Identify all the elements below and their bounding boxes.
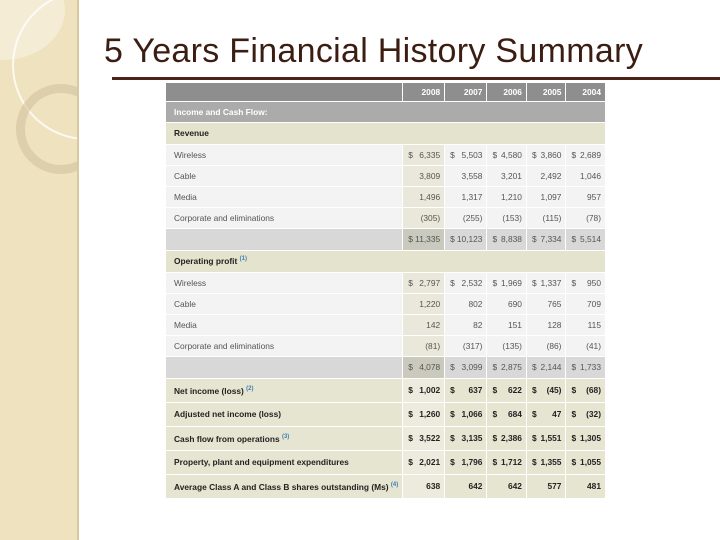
- currency-symbol: $: [571, 149, 577, 160]
- value-cell: [445, 293, 487, 314]
- table-row: [166, 356, 606, 378]
- value-cell: [566, 474, 606, 498]
- currency-symbol: $: [492, 433, 498, 443]
- value-cell: [487, 272, 527, 293]
- value-text: 638: [426, 481, 441, 491]
- value-text: 115: [587, 319, 601, 330]
- value-cell: [403, 293, 445, 314]
- currency-symbol: $: [408, 149, 413, 160]
- value-cell: [487, 144, 527, 165]
- value-text: (32): [586, 409, 601, 419]
- currency-symbol: $: [531, 457, 537, 467]
- currency-symbol: $: [450, 234, 455, 244]
- table-row: [166, 293, 606, 314]
- currency-symbol: $: [571, 457, 577, 467]
- currency-symbol: $: [571, 409, 577, 419]
- row-label: [166, 378, 403, 402]
- value-cell: [526, 378, 566, 402]
- value-text: 2,386: [501, 433, 522, 443]
- value-cell: [566, 356, 606, 378]
- table-row: [166, 122, 606, 144]
- value-cell: [403, 426, 445, 450]
- table-row: [166, 450, 606, 474]
- value-text: 1,733: [580, 362, 601, 372]
- value-text: 622: [507, 385, 522, 395]
- value-text: (135): [502, 340, 522, 351]
- table-row: [166, 144, 606, 165]
- slide-title: 5 Years Financial History Summary: [104, 32, 643, 70]
- value-text: 128: [547, 319, 562, 330]
- value-cell: [526, 314, 566, 335]
- row-label: [166, 186, 403, 207]
- value-cell: [487, 450, 527, 474]
- value-text: 1,712: [501, 457, 522, 467]
- row-label: [166, 335, 403, 356]
- value-cell: [445, 228, 487, 250]
- currency-symbol: $: [450, 277, 455, 288]
- value-cell: [487, 165, 527, 186]
- value-text: 3,860: [540, 149, 562, 160]
- row-label: [166, 402, 403, 426]
- value-cell: [487, 186, 527, 207]
- value-text: (45): [546, 385, 562, 395]
- value-cell: [566, 335, 606, 356]
- value-cell: [445, 450, 487, 474]
- currency-symbol: $: [531, 234, 537, 244]
- table-row: [166, 228, 606, 250]
- table-row: [166, 101, 606, 122]
- value-cell: [445, 272, 487, 293]
- value-text: (68): [586, 385, 601, 395]
- row-label-text: Property, plant and equipment expenditures: [174, 457, 349, 467]
- value-text: 1,969: [501, 277, 522, 288]
- value-text: 2,144: [540, 362, 562, 372]
- value-text: 709: [587, 298, 601, 309]
- value-cell: [566, 378, 606, 402]
- currency-symbol: $: [408, 277, 413, 288]
- value-cell: [526, 165, 566, 186]
- value-cell: [566, 144, 606, 165]
- currency-symbol: $: [492, 277, 498, 288]
- currency-symbol: $: [571, 385, 577, 395]
- title-underline: [112, 77, 720, 80]
- currency-symbol: $: [571, 277, 577, 288]
- currency-symbol: $: [571, 433, 577, 443]
- row-label: [166, 165, 403, 186]
- value-cell: [445, 474, 487, 498]
- table-row: [166, 335, 606, 356]
- value-cell: [566, 228, 606, 250]
- value-cell: [445, 207, 487, 228]
- value-cell: [445, 186, 487, 207]
- row-label: [166, 101, 606, 122]
- row-label: [166, 122, 606, 144]
- currency-symbol: $: [531, 433, 537, 443]
- table-row: [166, 474, 606, 498]
- currency-symbol: $: [492, 409, 498, 419]
- value-cell: [526, 402, 566, 426]
- value-cell: [403, 314, 445, 335]
- currency-symbol: $: [450, 457, 455, 467]
- value-text: 4,078: [419, 362, 441, 372]
- currency-symbol: $: [408, 409, 413, 419]
- value-text: 10,123: [456, 234, 483, 244]
- value-cell: [526, 272, 566, 293]
- value-text: 5,514: [580, 234, 601, 244]
- value-text: 3,201: [501, 170, 522, 181]
- value-cell: [526, 450, 566, 474]
- row-label: [166, 228, 403, 250]
- row-label-text: Wireless: [174, 277, 207, 288]
- footnote-marker: (4): [390, 482, 399, 489]
- slide-decoration: [0, 0, 79, 540]
- value-cell: [403, 402, 445, 426]
- footnote-marker: (2): [246, 386, 254, 393]
- currency-symbol: $: [450, 149, 455, 160]
- value-text: 690: [507, 298, 522, 309]
- value-cell: [487, 335, 527, 356]
- row-label: [166, 356, 403, 378]
- value-cell: [526, 426, 566, 450]
- year-header: 2008: [403, 83, 445, 101]
- value-text: 481: [587, 481, 601, 491]
- value-cell: [487, 314, 527, 335]
- currency-symbol: $: [531, 409, 537, 419]
- value-text: 1,496: [419, 191, 441, 202]
- value-cell: [487, 356, 527, 378]
- table-row: [166, 378, 606, 402]
- currency-symbol: $: [531, 362, 537, 372]
- year-header: 2006: [487, 83, 527, 101]
- row-label-text: Wireless: [174, 149, 207, 160]
- row-label-text: Revenue: [174, 128, 209, 138]
- value-text: 1,317: [461, 191, 483, 202]
- value-cell: [403, 450, 445, 474]
- row-label-text: Cable: [174, 298, 196, 309]
- value-text: 2,797: [419, 277, 441, 288]
- financial-history-table: [166, 83, 606, 499]
- value-text: 4,580: [501, 149, 522, 160]
- year-header: 2005: [526, 83, 566, 101]
- row-label-text: Media: [174, 191, 197, 202]
- header-blank: [166, 83, 403, 101]
- value-text: 1,305: [580, 433, 601, 443]
- value-text: 8,838: [501, 234, 522, 244]
- value-text: 1,210: [501, 191, 522, 202]
- value-text: (305): [420, 212, 441, 223]
- value-text: 642: [468, 481, 483, 491]
- value-cell: [526, 474, 566, 498]
- currency-symbol: $: [450, 409, 455, 419]
- value-text: 637: [468, 385, 483, 395]
- value-cell: [445, 335, 487, 356]
- value-text: 1,002: [419, 385, 441, 395]
- value-text: 2,689: [580, 149, 601, 160]
- value-cell: [487, 293, 527, 314]
- value-text: (255): [462, 212, 483, 223]
- value-cell: [526, 186, 566, 207]
- row-label-text: Operating profit: [174, 256, 238, 266]
- value-cell: [566, 402, 606, 426]
- currency-symbol: $: [492, 234, 498, 244]
- table-row: [166, 272, 606, 293]
- value-text: 1,055: [580, 457, 601, 467]
- row-label-text: Income and Cash Flow:: [174, 106, 268, 117]
- value-cell: [526, 335, 566, 356]
- value-text: (81): [425, 340, 441, 351]
- value-text: 3,135: [461, 433, 483, 443]
- currency-symbol: $: [492, 362, 498, 372]
- value-cell: [445, 426, 487, 450]
- value-text: 1,046: [580, 170, 601, 181]
- value-text: 7,334: [540, 234, 562, 244]
- row-label: [166, 474, 403, 498]
- value-cell: [566, 207, 606, 228]
- value-cell: [445, 314, 487, 335]
- value-text: 684: [507, 409, 522, 419]
- value-text: 2,875: [501, 362, 522, 372]
- table-row: [166, 426, 606, 450]
- currency-symbol: $: [571, 362, 577, 372]
- year-header: 2007: [445, 83, 487, 101]
- currency-symbol: $: [531, 277, 537, 288]
- value-cell: [566, 272, 606, 293]
- row-label-text: Average Class A and Class B shares outstanding (Ms): [174, 481, 389, 492]
- row-label-text: Media: [174, 319, 197, 330]
- value-cell: [526, 144, 566, 165]
- value-cell: [526, 207, 566, 228]
- value-text: 950: [587, 277, 601, 288]
- row-label-text: Adjusted net income (loss): [174, 409, 282, 419]
- currency-symbol: $: [531, 149, 537, 160]
- value-cell: [566, 426, 606, 450]
- value-cell: [403, 165, 445, 186]
- value-cell: [566, 165, 606, 186]
- currency-symbol: $: [571, 234, 577, 244]
- value-cell: [487, 228, 527, 250]
- value-cell: [566, 314, 606, 335]
- value-text: 577: [547, 481, 562, 491]
- value-text: 802: [468, 298, 483, 309]
- value-text: (78): [586, 212, 601, 223]
- row-label-text: Cable: [174, 170, 196, 181]
- value-cell: [403, 228, 445, 250]
- currency-symbol: $: [450, 362, 455, 372]
- value-text: 82: [473, 319, 483, 330]
- currency-symbol: $: [492, 385, 498, 395]
- currency-symbol: $: [408, 234, 413, 244]
- row-label-text: Cash flow from operations: [174, 433, 280, 444]
- value-text: 1,097: [540, 191, 562, 202]
- value-text: 3,522: [419, 433, 441, 443]
- value-cell: [487, 426, 527, 450]
- table-row: [166, 165, 606, 186]
- value-text: 142: [426, 319, 441, 330]
- value-cell: [403, 378, 445, 402]
- row-label: [166, 450, 403, 474]
- value-cell: [487, 474, 527, 498]
- row-label: [166, 426, 403, 450]
- value-text: 642: [507, 481, 522, 491]
- currency-symbol: $: [531, 385, 537, 395]
- currency-symbol: $: [450, 385, 455, 395]
- value-text: (86): [546, 340, 562, 351]
- year-header: 2004: [566, 83, 606, 101]
- currency-symbol: $: [492, 457, 498, 467]
- value-cell: [445, 144, 487, 165]
- value-cell: [403, 474, 445, 498]
- value-cell: [487, 207, 527, 228]
- value-text: (317): [462, 340, 483, 351]
- value-cell: [403, 335, 445, 356]
- value-text: 3,558: [461, 170, 483, 181]
- value-cell: [526, 293, 566, 314]
- value-text: 47: [552, 409, 562, 419]
- currency-symbol: $: [408, 433, 413, 443]
- currency-symbol: $: [408, 362, 413, 372]
- value-text: 2,021: [419, 457, 441, 467]
- value-cell: [445, 378, 487, 402]
- value-cell: [403, 356, 445, 378]
- value-text: 151: [507, 319, 522, 330]
- table-row: [166, 314, 606, 335]
- row-label-text: Corporate and eliminations: [174, 212, 275, 223]
- value-text: 765: [547, 298, 562, 309]
- value-cell: [566, 186, 606, 207]
- value-cell: [487, 402, 527, 426]
- currency-symbol: $: [450, 433, 455, 443]
- value-text: 2,492: [540, 170, 562, 181]
- footnote-marker: (1): [239, 256, 247, 263]
- currency-symbol: $: [408, 385, 413, 395]
- value-text: 2,532: [461, 277, 483, 288]
- value-cell: [403, 186, 445, 207]
- row-label: [166, 250, 606, 272]
- value-text: (115): [542, 212, 562, 223]
- value-text: 1,337: [540, 277, 562, 288]
- row-label-text: Net income (loss): [174, 385, 244, 396]
- currency-symbol: $: [492, 149, 498, 160]
- value-cell: [526, 356, 566, 378]
- value-text: 1,551: [540, 433, 562, 443]
- value-cell: [445, 356, 487, 378]
- value-cell: [445, 402, 487, 426]
- table-row: [166, 250, 606, 272]
- value-cell: [566, 450, 606, 474]
- value-text: 1,066: [461, 409, 483, 419]
- value-text: 3,099: [461, 362, 483, 372]
- row-label-text: Corporate and eliminations: [174, 340, 275, 351]
- value-text: (153): [502, 212, 522, 223]
- value-text: 11,335: [415, 234, 441, 244]
- row-label: [166, 207, 403, 228]
- value-cell: [403, 272, 445, 293]
- value-cell: [526, 228, 566, 250]
- value-cell: [445, 165, 487, 186]
- row-label: [166, 144, 403, 165]
- table-header-row: [166, 83, 606, 101]
- value-text: (41): [586, 340, 601, 351]
- value-cell: [566, 293, 606, 314]
- row-label: [166, 293, 403, 314]
- footnote-marker: (3): [281, 434, 290, 441]
- value-text: 1,796: [461, 457, 483, 467]
- currency-symbol: $: [408, 457, 413, 467]
- table-row: [166, 207, 606, 228]
- value-cell: [403, 144, 445, 165]
- table-row: [166, 186, 606, 207]
- value-text: 5,503: [461, 149, 483, 160]
- value-text: 957: [587, 191, 601, 202]
- value-text: 3,809: [419, 170, 441, 181]
- value-cell: [487, 378, 527, 402]
- table-row: [166, 402, 606, 426]
- row-label: [166, 272, 403, 293]
- value-text: 6,335: [419, 149, 441, 160]
- value-text: 1,260: [419, 409, 441, 419]
- value-cell: [403, 207, 445, 228]
- value-text: 1,220: [419, 298, 441, 309]
- value-text: 1,355: [540, 457, 562, 467]
- row-label: [166, 314, 403, 335]
